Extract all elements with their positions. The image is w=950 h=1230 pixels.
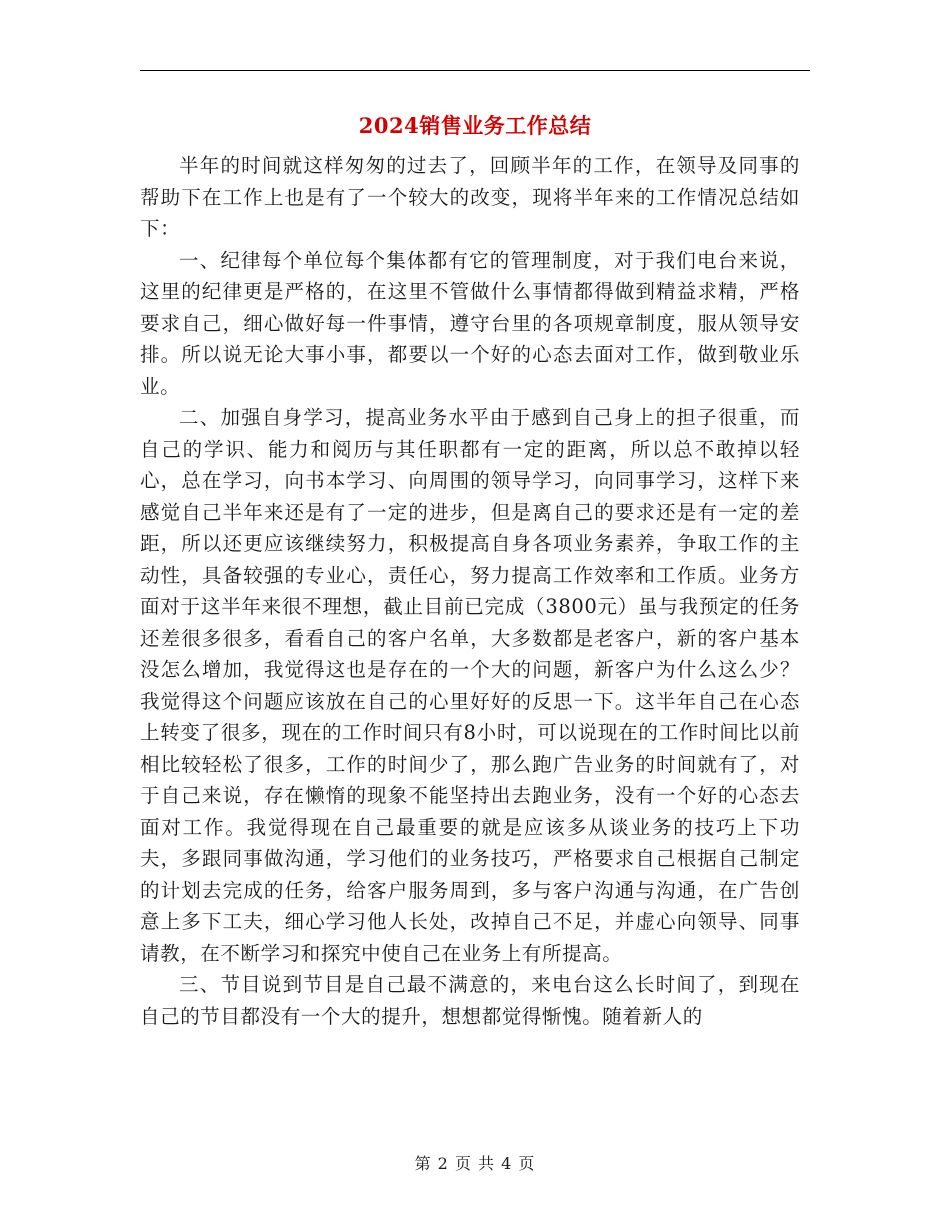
page-number: 第 2 页 共 4 页 (414, 1154, 536, 1173)
paragraph-discipline: 一、纪律每个单位每个集体都有它的管理制度，对于我们电台来说，这里的纪律更是严格的，在这里不管做什么事情都得做到精益求精，严格要求自己，细心做好每一件事情，遵守台里的各项规章制度，服从领导安排。所以说无论大事小事，都要以一个好的心态去面对工作，做到敬业乐业。 (140, 248, 800, 398)
page-footer (0, 1153, 950, 1175)
document-body (140, 150, 800, 1032)
paragraph-programs: 三、节目说到节目是自己最不满意的，来电台这么长时间了，到现在自己的节目都没有一个大的提升，想想都觉得惭愧。随着新人的 (140, 973, 800, 1028)
paragraph-intro: 半年的时间就这样匆匆的过去了，回顾半年的工作，在领导及同事的帮助下在工作上也是有了一个较大的改变，现将半年来的工作情况总结如下： (140, 154, 800, 240)
paragraph-learning: 二、加强自身学习，提高业务水平由于感到自己身上的担子很重，而自己的学识、能力和阅历与其任职都有一定的距离，所以总不敢掉以轻心，总在学习，向书本学习、向周围的领导学习，向同事学习，这样下来感觉自己半年来还是有了一定的进步，但是离自己的要求还是有一定的差距，所以还更应该继续努力，积极提高自身各项业务素养，争取工作的主动性，具备较强的专业心，责任心，努力提高工作效率和工作质。业务方面对于这半年来很不理想，截止目前已完成（3800元）虽与我预定的任务还差很多很多，看看自己的客户名单，大多数都是老客户，新的客户基本没怎么增加，我觉得这也是存在的一个大的问题，新客户为什么这么少？我觉得这个问题应该放在自己的心里好好的反思一下。这半年自己在心态上转变了很多，现在的工作时间只有8小时，可以说现在的工作时间比以前相比较轻松了很多，工作的时间少了，那么跑广告业务的时间就有了，对于自己来说，存在懒惰的现象不能坚持出去跑业务，没有一个好的心态去面对工作。我觉得现在自己最重要的就是应该多从谈业务的技巧上下功夫，多跟同事做沟通，学习他们的业务技巧，严格要求自己根据自己制定的计划去完成的任务，给客户服务周到，多与客户沟通与沟通，在广告创意上多下工夫，细心学习他人长处，改掉自己不足，并虚心向领导、同事请教，在不断学习和探究中使自己在业务上有所提高。 (140, 406, 800, 965)
document-title: 2024销售业务工作总结 (358, 113, 592, 138)
header-rule (140, 70, 810, 71)
